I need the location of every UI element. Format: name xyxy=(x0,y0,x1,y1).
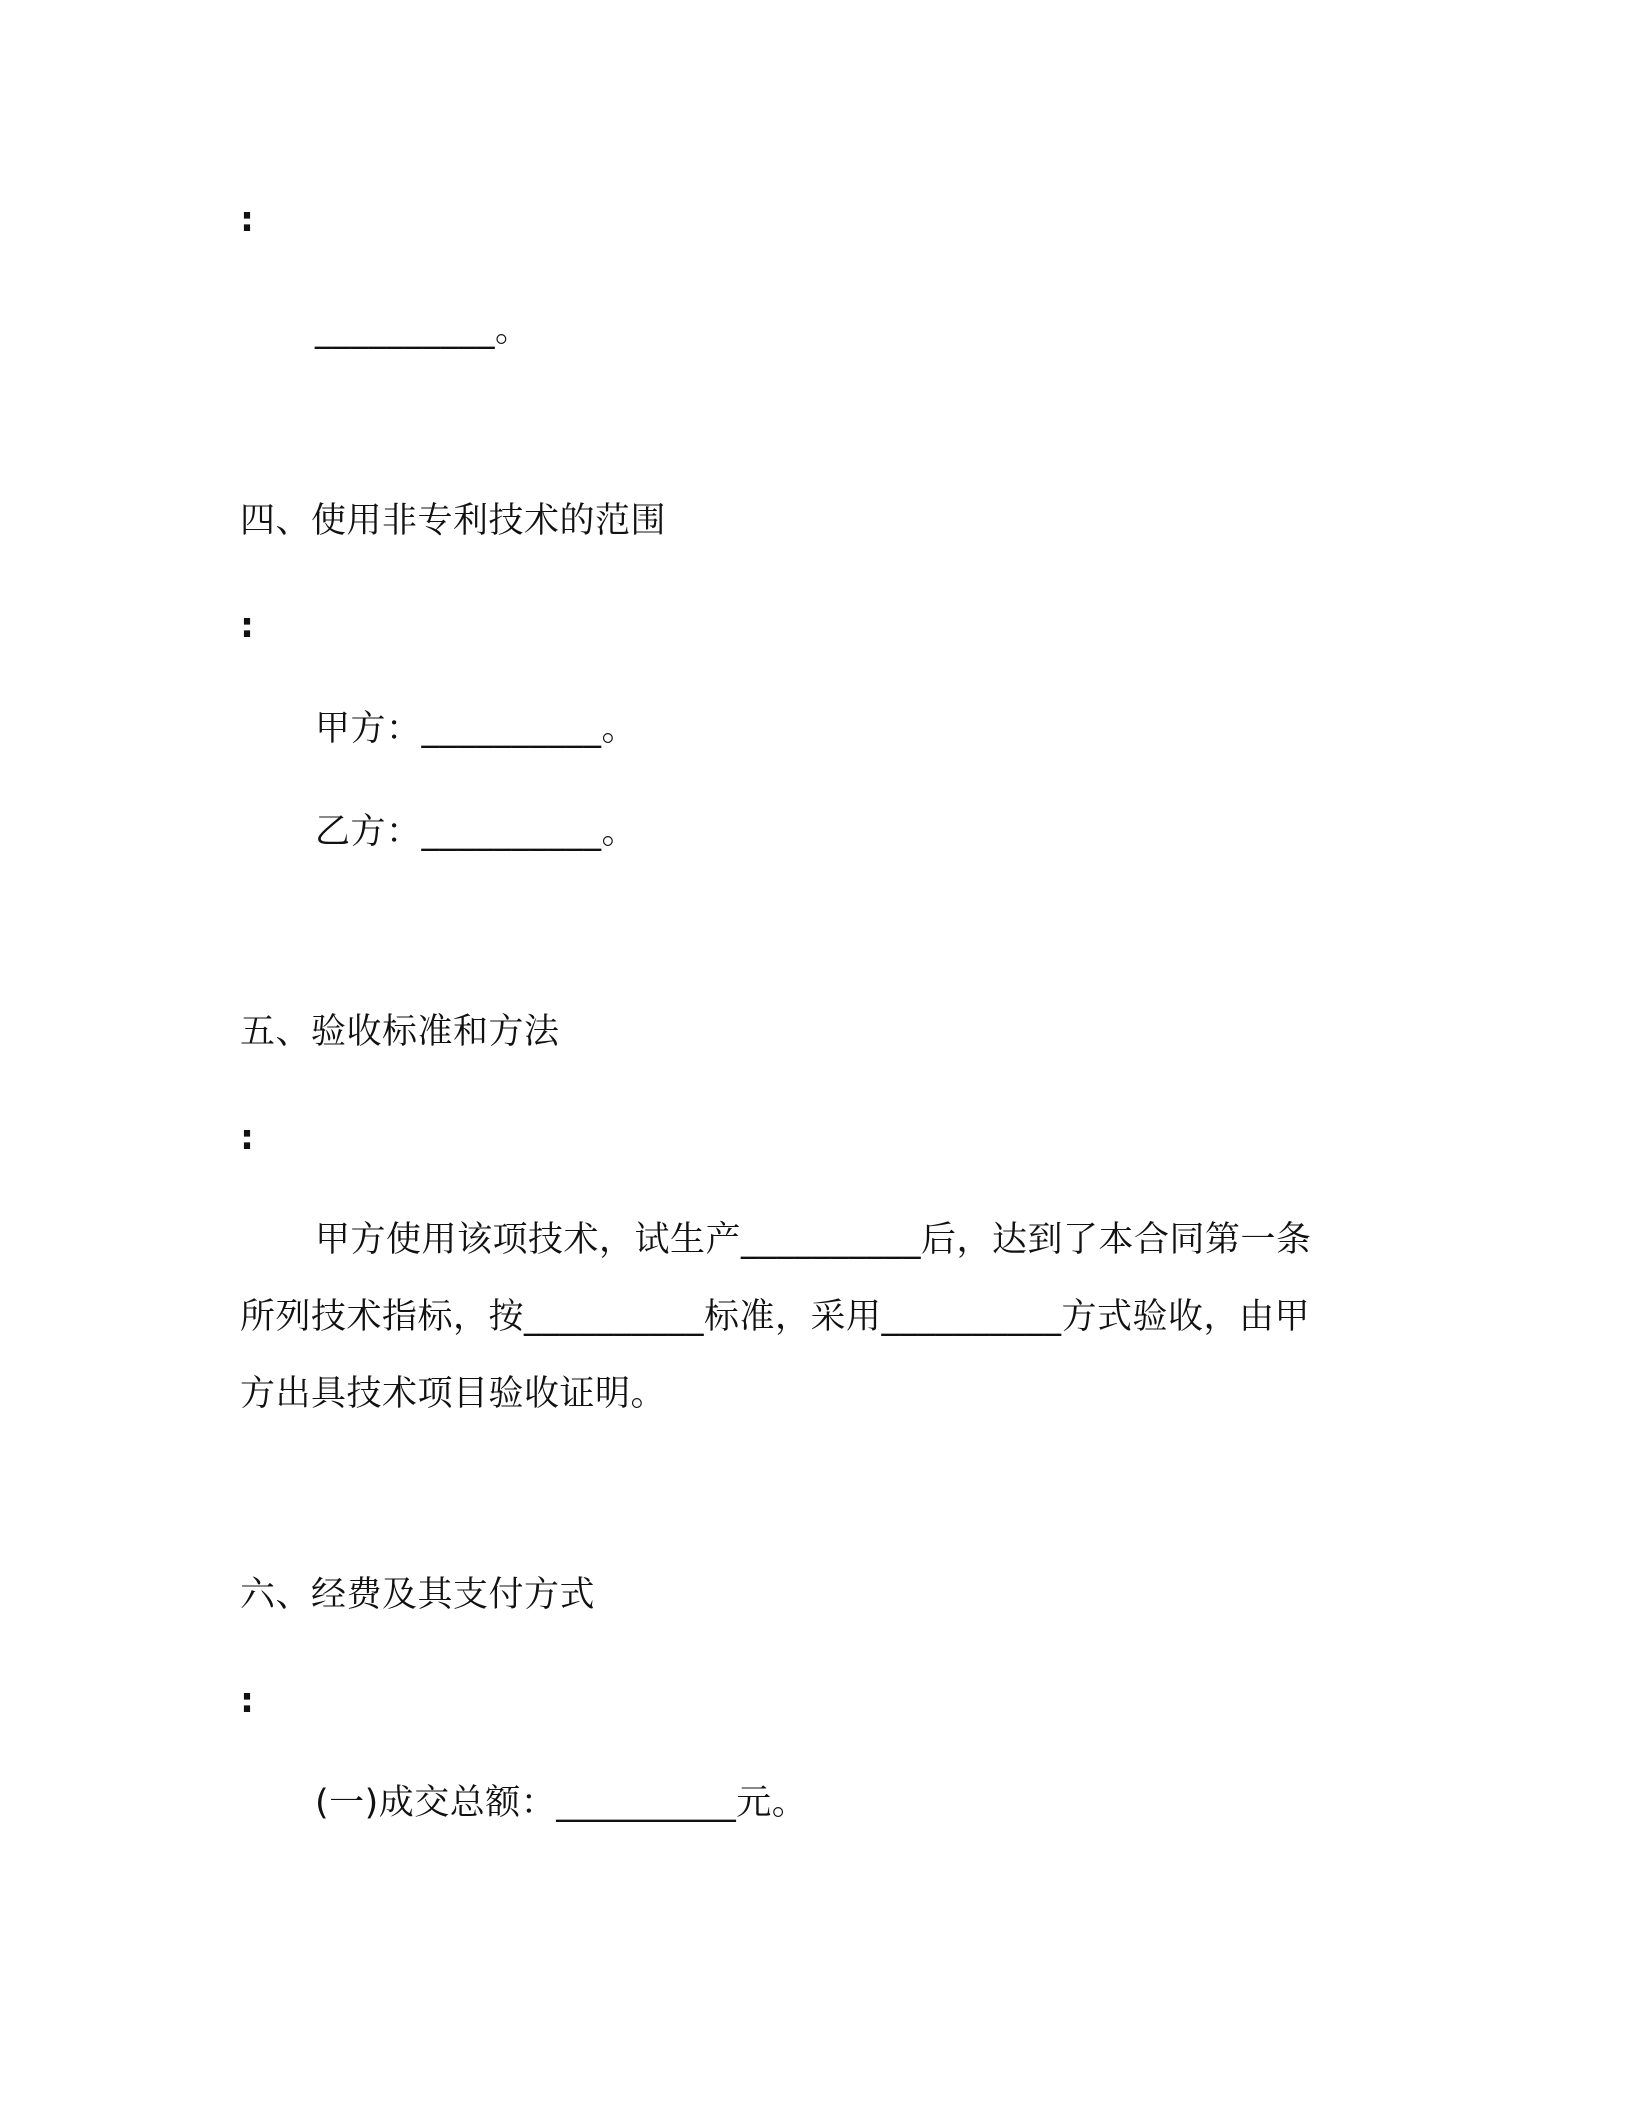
section6-colon: : xyxy=(240,1681,255,1721)
section5-paragraph-line2: 所列技术指标，按__________标准，采用__________方式验收，由甲 xyxy=(240,1297,1311,1337)
section4-heading: 四、使用非专利技术的范围 xyxy=(240,501,667,541)
section3-colon: : xyxy=(240,200,255,240)
section5-paragraph-line3: 方出具技术项目验收证明。 xyxy=(240,1374,667,1414)
section5-colon: : xyxy=(240,1118,255,1158)
section6-heading: 六、经费及其支付方式 xyxy=(240,1575,596,1615)
section6-total-amount: (一)成交总额：__________元。 xyxy=(315,1783,808,1823)
section4-party-a: 甲方：__________。 xyxy=(315,709,638,749)
section4-party-b: 乙方：__________。 xyxy=(315,812,638,852)
section5-heading: 五、验收标准和方法 xyxy=(240,1012,560,1052)
section3-blank-line: __________。 xyxy=(315,310,531,350)
section4-colon: : xyxy=(240,606,255,646)
section5-paragraph-line1: 甲方使用该项技术，试生产__________后，达到了本合同第一条 xyxy=(315,1220,1312,1260)
